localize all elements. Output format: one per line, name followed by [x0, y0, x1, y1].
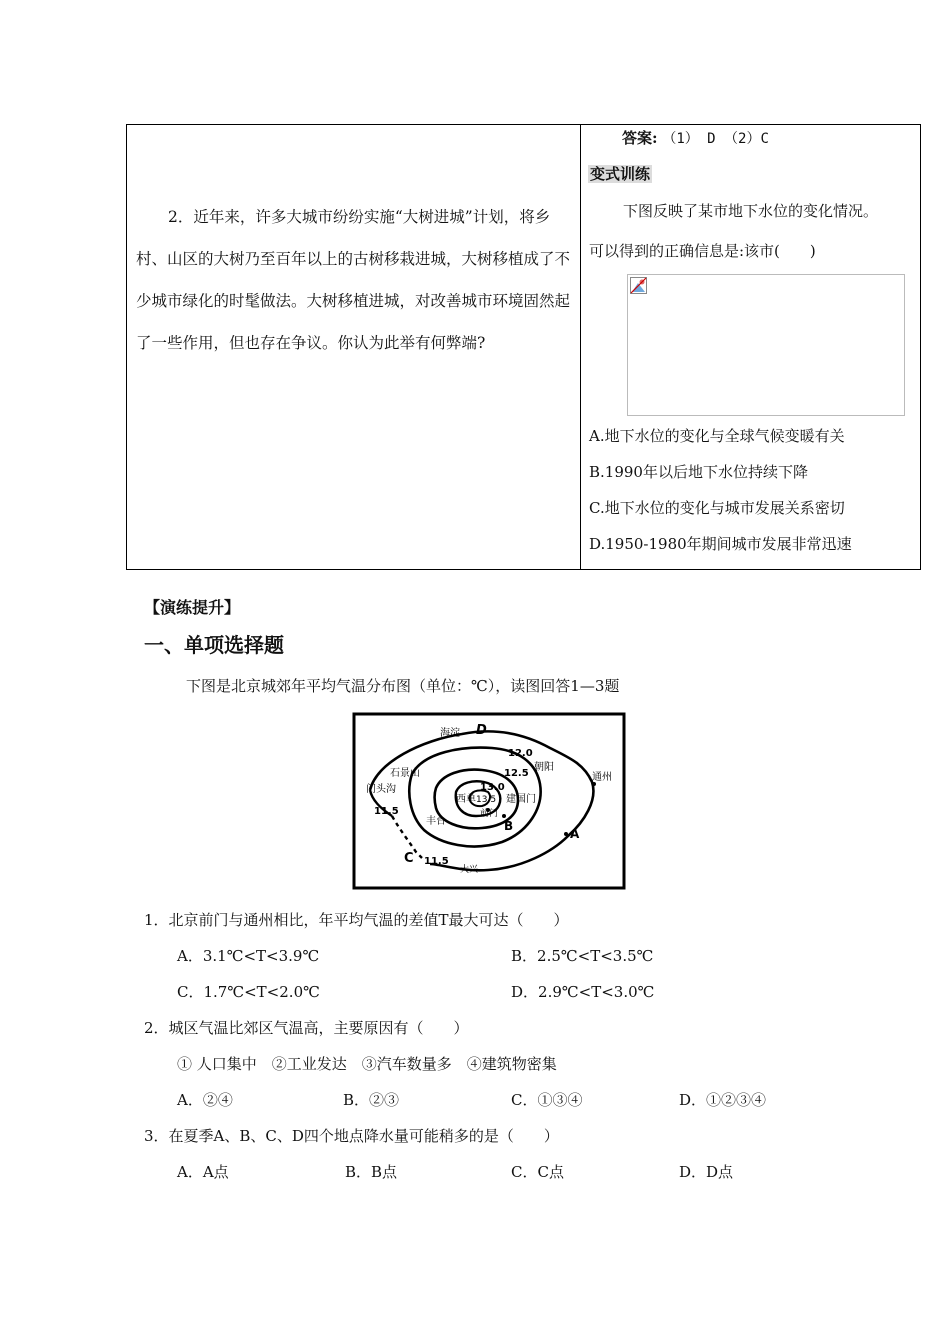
label-12-5: 12.5 [504, 768, 529, 779]
q1-option-c: C．1.7℃<T<2.0℃ [177, 983, 320, 1001]
variant-label-wrap [588, 164, 652, 184]
q3-option-b: B．B点 [345, 1163, 398, 1181]
label-qianmen: 前门 [480, 809, 499, 819]
practice-header: 【演练提升】 [144, 598, 241, 617]
variant-option-d: D.1950-1980年期间城市发展非常迅速 [589, 535, 852, 553]
broken-image-icon [630, 277, 648, 295]
answer-line [622, 128, 769, 149]
label-jianguomen: 建国门 [506, 794, 536, 805]
q2-option-c: C．①③④ [511, 1091, 583, 1109]
label-13-5: 13.5 [476, 795, 497, 805]
table-divider [580, 124, 581, 570]
label-fengtai: 丰台 [426, 816, 446, 827]
q2-sub-items: ① 人口集中 ②工业发达 ③汽车数量多 ④建筑物密集 [177, 1055, 557, 1073]
q3-option-c: C．C点 [511, 1163, 564, 1181]
q3-option-a: A．A点 [177, 1163, 229, 1181]
label-11-5-bottom: 11.5 [424, 856, 449, 867]
variant-option-c: C.地下水位的变化与城市发展关系密切 [589, 499, 845, 517]
label-d: D [476, 723, 487, 738]
label-a: A [570, 827, 580, 841]
section-title: 一、单项选择题 [144, 633, 284, 657]
point-b [502, 814, 506, 818]
map-intro: 下图是北京城郊年平均气温分布图（单位：℃），读图回答1—3题 [186, 677, 620, 695]
variant-intro-1: 下图反映了某市地下水位的变化情况。 [623, 202, 879, 220]
question-2-stem: 2．城区气温比郊区气温高，主要原因有（ ） [144, 1019, 469, 1037]
variant-intro-2: 可以得到的正确信息是:该市( ) [589, 242, 816, 260]
label-b: B [504, 819, 514, 833]
label-c: C [404, 851, 414, 866]
answer-value: （1） D （2）C [662, 131, 769, 147]
variant-training-label: 变式训练 [590, 165, 651, 183]
label-chaoyang: 朝阳 [534, 762, 554, 773]
answer-label: 答案: [622, 129, 658, 147]
q3-option-d: D．D点 [679, 1163, 734, 1181]
label-tongzhou: 通州 [592, 772, 612, 783]
question-1-stem: 1．北京前门与通州相比，年平均气温的差值T最大可达（ ） [144, 911, 569, 929]
q2-option-b: B．②③ [343, 1091, 400, 1109]
label-13-0: 13.0 [480, 782, 505, 793]
variant-option-b: B.1990年以后地下水位持续下降 [589, 463, 808, 481]
question-2-text: 2．近年来，许多大城市纷纷实施“大树进城”计划，将乡村、山区的大树乃至百年以上的古树移栽进城，大树移植成了不少城市绿化的时髦做法。大树移植进城，对改善城市环境固然起了一些作用，但也存在争议。你认为此举有何弊端? [136, 208, 571, 352]
label-11-5-left: 11.5 [374, 806, 399, 817]
beijing-temperature-map [352, 712, 626, 890]
q1-option-d: D．2.9℃<T<3.0℃ [511, 983, 655, 1001]
point-a [564, 832, 568, 836]
broken-image-placeholder [627, 274, 905, 416]
label-daxing: 大兴 [460, 865, 479, 875]
variant-option-a: A.地下水位的变化与全球气候变暖有关 [589, 427, 845, 445]
q1-option-a: A．3.1℃<T<3.9℃ [177, 947, 320, 965]
label-haidian: 海淀 [440, 728, 460, 739]
label-mentougou: 门头沟 [366, 784, 396, 795]
q2-option-d: D．①②③④ [679, 1091, 767, 1109]
label-12-0: 12.0 [508, 748, 533, 759]
label-shijingshan: 石景山 [390, 768, 420, 779]
label-xidan: 西单 [456, 794, 476, 805]
q2-option-a: A．②④ [177, 1091, 233, 1109]
q1-option-b: B．2.5℃<T<3.5℃ [511, 947, 654, 965]
question-3-stem: 3．在夏季A、B、C、D四个地点降水量可能稍多的是（ ） [144, 1127, 559, 1145]
